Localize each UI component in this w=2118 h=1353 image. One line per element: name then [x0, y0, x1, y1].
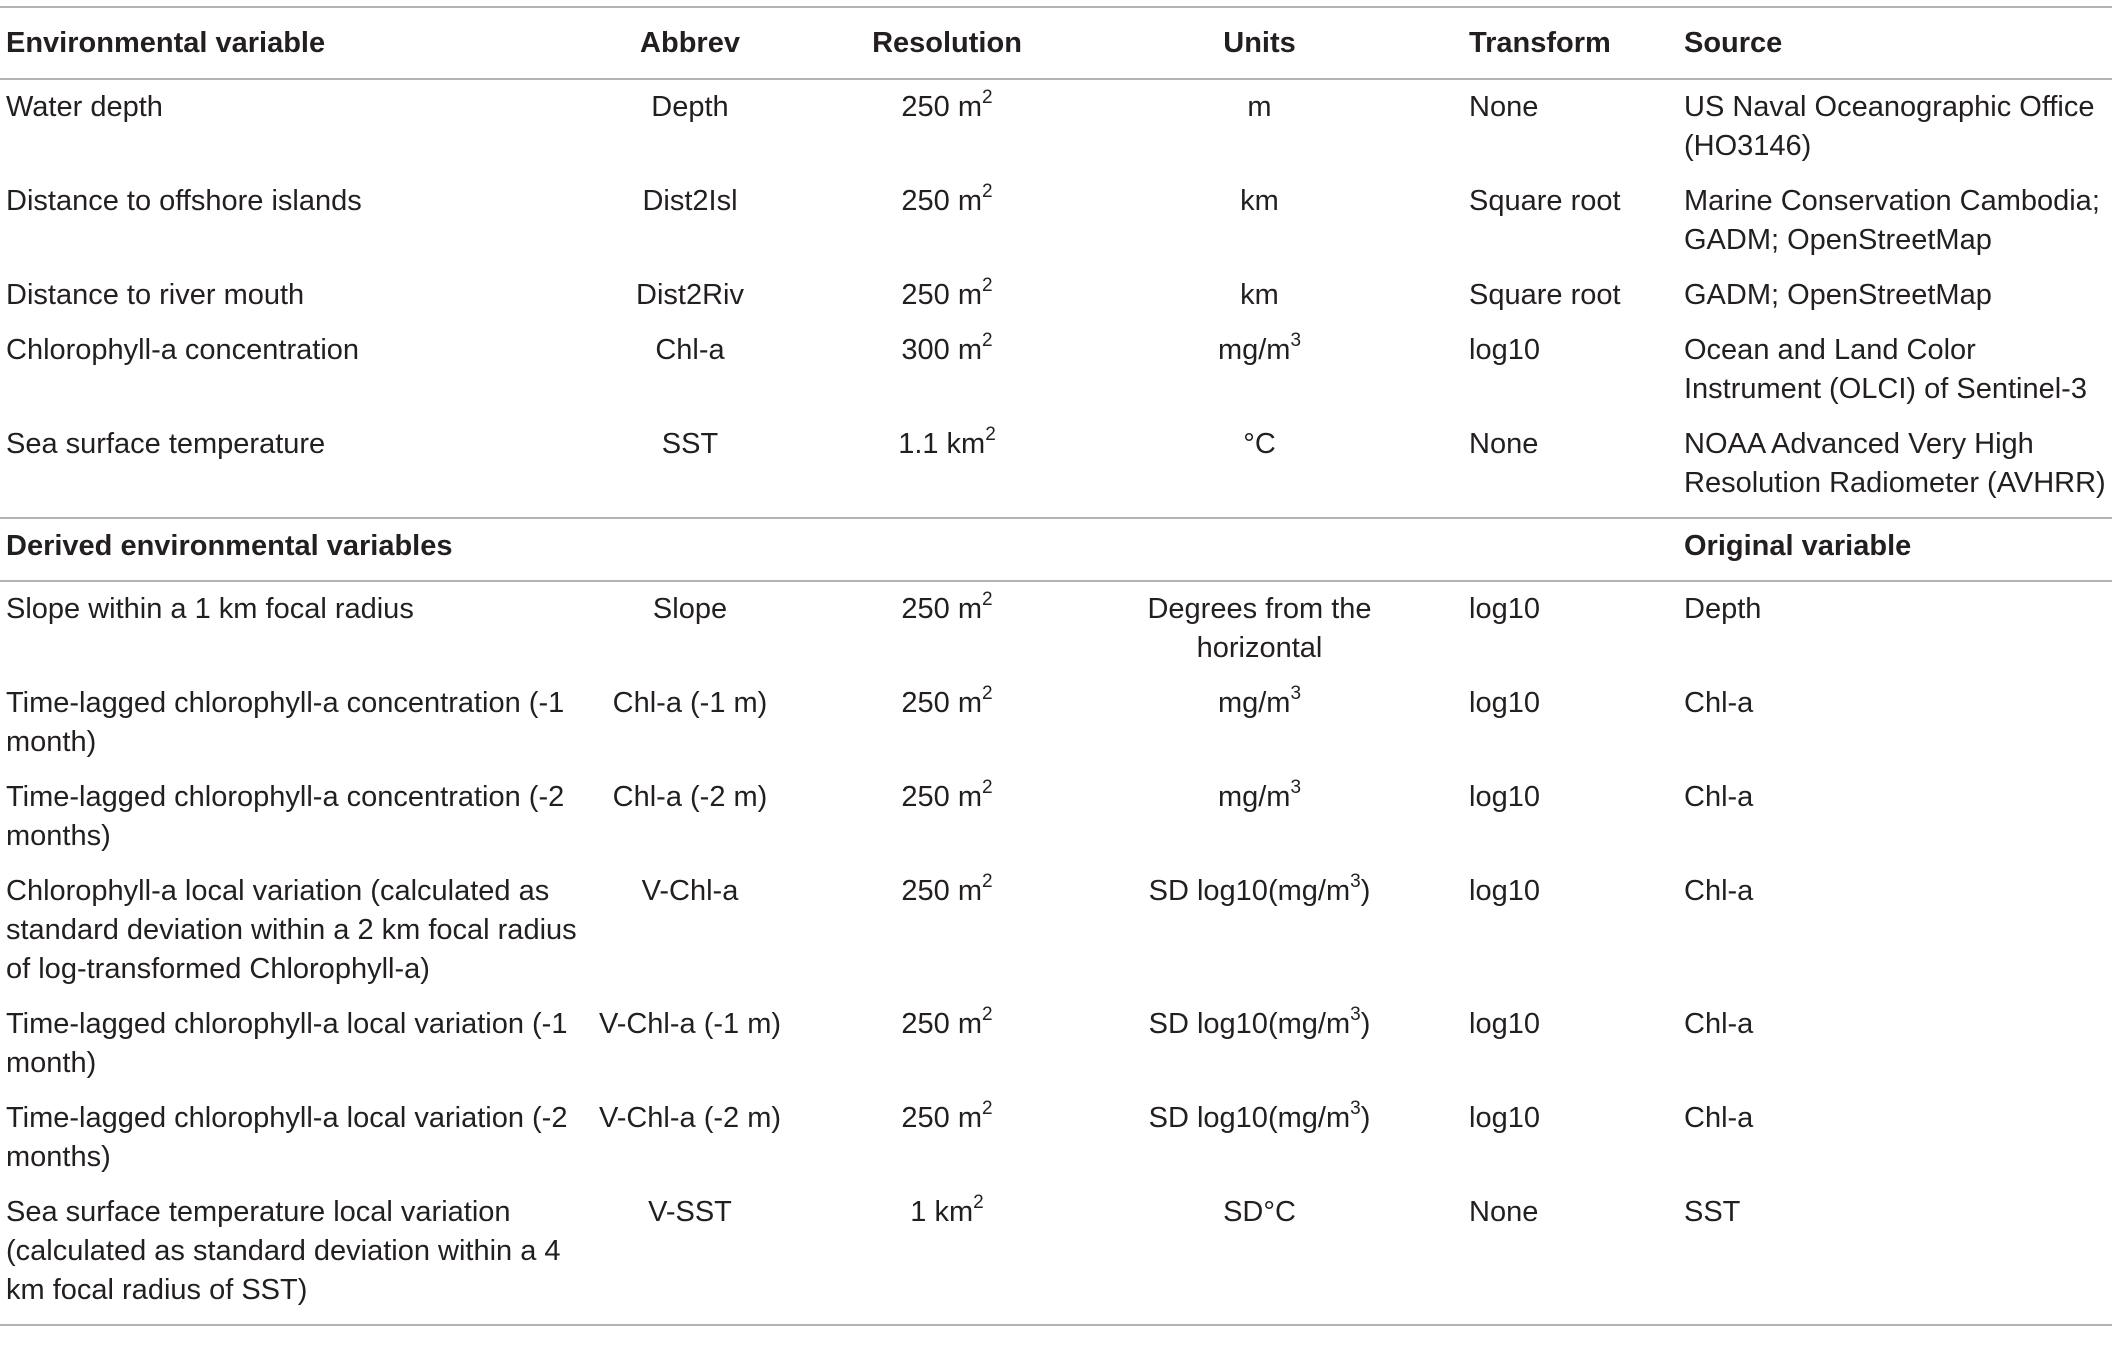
cell-variable: Distance to river mouth: [6, 279, 305, 311]
cell-resolution-superscript: 2: [982, 275, 993, 296]
cell-units: [1102, 770, 1417, 864]
cell-source: Ocean and Land Color Instrument (OLCI) of Sentinel-3: [1684, 334, 2087, 405]
cell-units-base: mg/m: [1217, 687, 1291, 719]
cell-abbrev: V-Chl-a (-2 m): [598, 1102, 782, 1134]
cell-source: Marine Conservation Cambodia; GADM; OpenStreetMap: [1684, 185, 2100, 256]
cell-variable: Sea surface temperature local variation (calculated as standard deviation within a 4 km focal radius of SST): [6, 1196, 561, 1306]
cell-transform: None: [1469, 1196, 1539, 1228]
cell-units-base: mg/m: [1217, 781, 1291, 813]
table-row: [0, 1185, 2112, 1325]
cell-units: [1102, 417, 1417, 518]
cell-resolution-base: 250 m: [901, 91, 983, 123]
table-row: [0, 1091, 2112, 1185]
cell-source: SST: [1684, 1196, 1741, 1228]
header-environmental-variable: Environmental variable: [6, 26, 326, 59]
cell-resolution-superscript: 2: [982, 1098, 993, 1119]
cell-units-base: km: [1240, 185, 1279, 217]
cell-units: [1102, 581, 1417, 676]
cell-abbrev: Slope: [652, 593, 728, 625]
derived-section-empty-cell: [792, 518, 1102, 581]
cell-resolution: [792, 1185, 1102, 1325]
cell-abbrev: Dist2Riv: [636, 279, 744, 311]
cell-units-superscript: 3: [1350, 1004, 1361, 1025]
cell-units: [1102, 997, 1417, 1091]
cell-units-tail: ): [1360, 875, 1371, 907]
cell-transform: log10: [1469, 875, 1540, 907]
cell-abbrev: Chl-a: [655, 334, 725, 366]
cell-resolution-base: 250 m: [901, 279, 983, 311]
cell-source: Chl-a: [1684, 1008, 1754, 1040]
cell-transform: log10: [1469, 781, 1540, 813]
table-row: [0, 79, 2112, 174]
cell-resolution: [792, 770, 1102, 864]
derived-section-empty-cell: [1417, 518, 1672, 581]
cell-variable: Sea surface temperature: [6, 428, 326, 460]
derived-section-label: Derived environmental variables: [6, 530, 453, 562]
cell-resolution-superscript: 2: [982, 87, 993, 108]
cell-units-superscript: 3: [1290, 777, 1302, 798]
cell-units-superscript: 3: [1350, 1098, 1361, 1119]
table-row: [0, 268, 2112, 323]
cell-resolution: [792, 417, 1102, 518]
cell-resolution-base: 250 m: [901, 875, 983, 907]
cell-transform: log10: [1469, 1102, 1540, 1134]
primary-variables-body: [0, 79, 2112, 518]
cell-resolution-base: 1 km: [910, 1196, 974, 1228]
cell-source: GADM; OpenStreetMap: [1684, 279, 1992, 311]
cell-abbrev: Chl-a (-2 m): [612, 781, 768, 813]
environmental-variables-table: [0, 6, 2112, 1326]
cell-transform: log10: [1469, 687, 1540, 719]
cell-transform: Square root: [1469, 185, 1621, 217]
cell-source: Chl-a: [1684, 687, 1754, 719]
cell-resolution: [792, 79, 1102, 174]
cell-variable: Chlorophyll-a local variation (calculated as standard deviation within a 2 km focal radius of log-transformed Chlorophyll-a): [6, 875, 577, 985]
cell-units: [1102, 1185, 1417, 1325]
cell-resolution-superscript: 2: [982, 181, 993, 202]
table-row: [0, 417, 2112, 518]
cell-resolution-superscript: 2: [982, 1004, 993, 1025]
cell-resolution-superscript: 2: [973, 1192, 984, 1213]
cell-units-tail: ): [1360, 1102, 1371, 1134]
cell-resolution: [792, 997, 1102, 1091]
cell-resolution: [792, 174, 1102, 268]
derived-section-empty-cell: [1102, 518, 1417, 581]
cell-units-base: °C: [1243, 428, 1276, 460]
cell-resolution-superscript: 2: [985, 424, 996, 445]
cell-abbrev: V-Chl-a (-1 m): [598, 1008, 782, 1040]
cell-resolution-base: 250 m: [901, 781, 983, 813]
cell-transform: log10: [1469, 593, 1540, 625]
cell-resolution-base: 250 m: [901, 1102, 983, 1134]
cell-source: Chl-a: [1684, 781, 1754, 813]
cell-units-superscript: 3: [1350, 871, 1361, 892]
cell-source: Chl-a: [1684, 875, 1754, 907]
cell-variable: Distance to offshore islands: [6, 185, 362, 217]
table-row: [0, 581, 2112, 676]
cell-resolution: [792, 581, 1102, 676]
cell-resolution-superscript: 2: [982, 589, 993, 610]
cell-units-superscript: 3: [1290, 683, 1302, 704]
cell-variable: Time-lagged chlorophyll-a concentration (-2 months): [6, 781, 565, 852]
cell-variable: Water depth: [6, 91, 163, 123]
cell-variable: Time-lagged chlorophyll-a concentration (-1 month): [6, 687, 565, 758]
cell-abbrev: SST: [661, 428, 719, 460]
cell-resolution-superscript: 2: [982, 777, 993, 798]
derived-section-header-row: [0, 518, 2112, 581]
cell-units-base: SD log10(mg/m: [1148, 1102, 1351, 1134]
cell-units: [1102, 864, 1417, 997]
table-row: [0, 864, 2112, 997]
cell-transform: None: [1469, 428, 1539, 460]
cell-units: [1102, 174, 1417, 268]
cell-variable: Time-lagged chlorophyll-a local variation (-2 months): [6, 1102, 568, 1173]
cell-resolution-superscript: 2: [982, 330, 993, 351]
derived-section-source-label: Original variable: [1684, 530, 1912, 562]
cell-units-tail: ): [1360, 1008, 1371, 1040]
cell-units: [1102, 268, 1417, 323]
cell-transform: log10: [1469, 334, 1540, 366]
cell-source: Depth: [1684, 593, 1762, 625]
table-row: [0, 997, 2112, 1091]
cell-units: [1102, 323, 1417, 417]
header-resolution: Resolution: [872, 26, 1022, 59]
header-units: Units: [1223, 26, 1296, 59]
header-source: Source: [1684, 26, 1783, 59]
cell-variable: Slope within a 1 km focal radius: [6, 593, 414, 625]
cell-units-base: m: [1247, 91, 1272, 123]
table-row: [0, 174, 2112, 268]
cell-units: [1102, 79, 1417, 174]
cell-units: [1102, 676, 1417, 770]
cell-transform: None: [1469, 91, 1539, 123]
cell-resolution: [792, 268, 1102, 323]
derived-variables-body: [0, 581, 2112, 1325]
cell-units-base: SD°C: [1223, 1196, 1296, 1228]
environmental-variables-table-wrapper: [0, 6, 2112, 1326]
cell-transform: Square root: [1469, 279, 1621, 311]
cell-variable: Chlorophyll-a concentration: [6, 334, 360, 366]
cell-source: NOAA Advanced Very High Resolution Radiometer (AVHRR): [1684, 428, 2106, 499]
cell-source: Chl-a: [1684, 1102, 1754, 1134]
cell-units-base: SD log10(mg/m: [1148, 875, 1351, 907]
header-abbrev: Abbrev: [640, 26, 740, 59]
table-row: [0, 770, 2112, 864]
cell-resolution-superscript: 2: [982, 871, 993, 892]
derived-section-header-body: [0, 518, 2112, 581]
cell-resolution-base: 1.1 km: [898, 428, 986, 460]
derived-section-empty-cell: [588, 518, 792, 581]
cell-resolution-base: 250 m: [901, 1008, 983, 1040]
table-row: [0, 676, 2112, 770]
cell-units-base: Degrees from the horizontal: [1147, 593, 1372, 664]
cell-resolution-base: 250 m: [901, 593, 983, 625]
cell-transform: log10: [1469, 1008, 1540, 1040]
cell-resolution: [792, 1091, 1102, 1185]
header-transform: Transform: [1469, 26, 1611, 59]
cell-source: US Naval Oceanographic Office (HO3146): [1684, 91, 2095, 162]
cell-resolution: [792, 864, 1102, 997]
cell-units-base: km: [1240, 279, 1279, 311]
cell-abbrev: Dist2Isl: [642, 185, 738, 217]
cell-variable: Time-lagged chlorophyll-a local variation (-1 month): [6, 1008, 568, 1079]
cell-resolution-base: 250 m: [901, 185, 983, 217]
cell-resolution-superscript: 2: [982, 683, 993, 704]
cell-units-base: SD log10(mg/m: [1148, 1008, 1351, 1040]
cell-units-superscript: 3: [1290, 330, 1302, 351]
cell-units-base: mg/m: [1217, 334, 1291, 366]
cell-resolution-base: 300 m: [901, 334, 983, 366]
cell-abbrev: V-SST: [648, 1196, 732, 1228]
header-row: [0, 7, 2112, 79]
cell-resolution-base: 250 m: [901, 687, 983, 719]
table-row: [0, 323, 2112, 417]
cell-resolution: [792, 323, 1102, 417]
cell-units: [1102, 1091, 1417, 1185]
cell-abbrev: V-Chl-a: [641, 875, 739, 907]
cell-resolution: [792, 676, 1102, 770]
cell-abbrev: Chl-a (-1 m): [612, 687, 768, 719]
cell-abbrev: Depth: [651, 91, 729, 123]
table-header: [0, 7, 2112, 79]
